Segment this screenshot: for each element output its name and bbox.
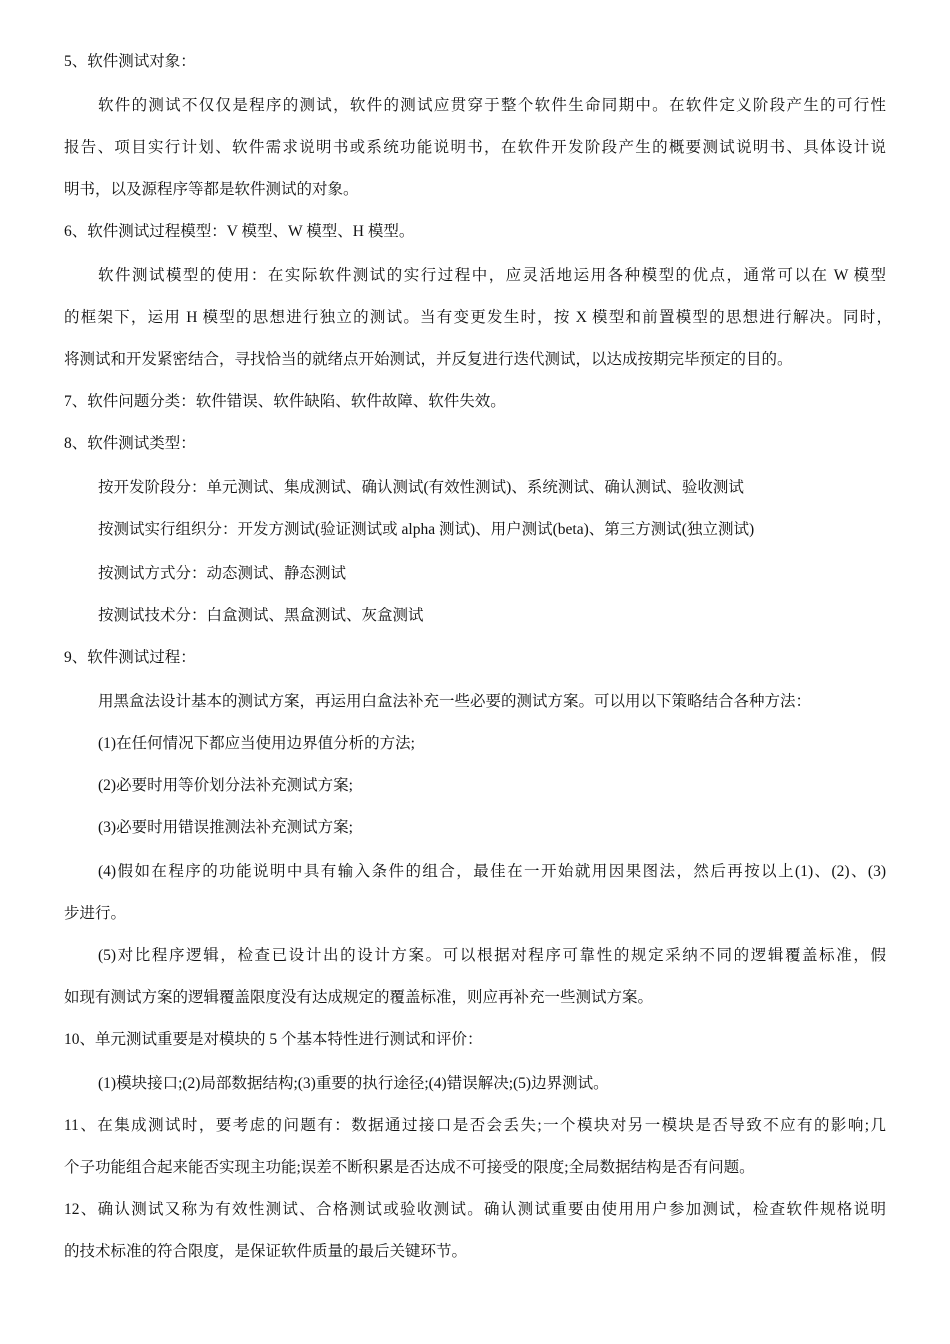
paragraph-line: 明书，以及源程序等都是软件测试的对象。 (64, 181, 359, 198)
list-item: (2)必要时用等价划分法补充测试方案; (98, 777, 353, 794)
list-item: (1)模块接口;(2)局部数据结构;(3)重要的执行途径;(4)错误解决;(5)边界测试。 (98, 1075, 609, 1092)
list-item: 按测试方式分：动态测试、静态测试 (98, 565, 347, 582)
list-item: (1)在任何情况下都应当使用边界值分析的方法; (98, 735, 415, 752)
paragraph-line: 个子功能组合起来能否实现主功能;误差不断积累是否达成不可接受的限度;全局数据结构是否有问题。 (64, 1159, 755, 1176)
paragraph-line: 如现有测试方案的逻辑覆盖限度没有达成规定的覆盖标准，则应再补充一些测试方案。 (64, 989, 654, 1006)
paragraph-line: 的技术标准的符合限度，是保证软件质量的最后关键环节。 (64, 1243, 468, 1260)
list-item: 按开发阶段分：单元测试、集成测试、确认测试(有效性测试)、系统测试、确认测试、验收测试 (98, 479, 744, 496)
heading-5: 5、软件测试对象： (64, 53, 196, 70)
paragraph-line: 软件的测试不仅仅是程序的测试，软件的测试应贯穿于整个软件生命同期中。在软件定义阶段产生的可行性 (98, 97, 886, 114)
list-item: 按测试技术分：白盒测试、黑盒测试、灰盒测试 (98, 607, 424, 624)
list-item: (3)必要时用错误推测法补充测试方案; (98, 819, 353, 836)
paragraph-line: 用黑盒法设计基本的测试方案，再运用白盒法补充一些必要的测试方案。可以用以下策略结合各种方法： (98, 693, 812, 710)
paragraph-line: 软件测试模型的使用：在实际软件测试的实行过程中，应灵活地运用各种模型的优点，通常可以在 W 模型 (98, 267, 886, 284)
list-item: 按测试实行组织分：开发方测试(验证测试或 alpha 测试)、用户测试(beta)、第三方测试(独立测试) (98, 521, 755, 538)
heading-9: 9、软件测试过程： (64, 649, 196, 666)
heading-8: 8、软件测试类型： (64, 435, 196, 452)
list-item: (5)对比程序逻辑，检查已设计出的设计方案。可以根据对程序可靠性的规定采纳不同的逻辑覆盖标准，假 (98, 947, 886, 964)
heading-10: 10、单元测试重要是对模块的 5 个基本特性进行测试和评价： (64, 1031, 483, 1048)
list-item: (4)假如在程序的功能说明中具有输入条件的组合，最佳在一开始就用因果图法，然后再按以上(1)、(2)、(3) (98, 863, 886, 880)
heading-12: 12、确认测试又称为有效性测试、合格测试或验收测试。确认测试重要由使用用户参加测试，检查软件规格说明 (64, 1201, 886, 1218)
paragraph-line: 报告、项目实行计划、软件需求说明书或系统功能说明书，在软件开发阶段产生的概要测试说明书、具体设计说 (64, 139, 886, 156)
paragraph-line: 将测试和开发紧密结合，寻找恰当的就绪点开始测试，并反复进行迭代测试，以达成按期完毕预定的目的。 (64, 351, 793, 368)
paragraph-line: 步进行。 (64, 905, 127, 922)
heading-11: 11、在集成测试时，要考虑的问题有：数据通过接口是否会丢失;一个模块对另一模块是否导致不应有的影响;几 (64, 1117, 886, 1134)
heading-7: 7、软件问题分类：软件错误、软件缺陷、软件故障、软件失效。 (64, 393, 506, 410)
heading-6: 6、软件测试过程模型：V 模型、W 模型、H 模型。 (64, 223, 415, 240)
paragraph-line: 的框架下，运用 H 模型的思想进行独立的测试。当有变更发生时，按 X 模型和前置模型的思想进行解决。同时， (64, 309, 892, 326)
